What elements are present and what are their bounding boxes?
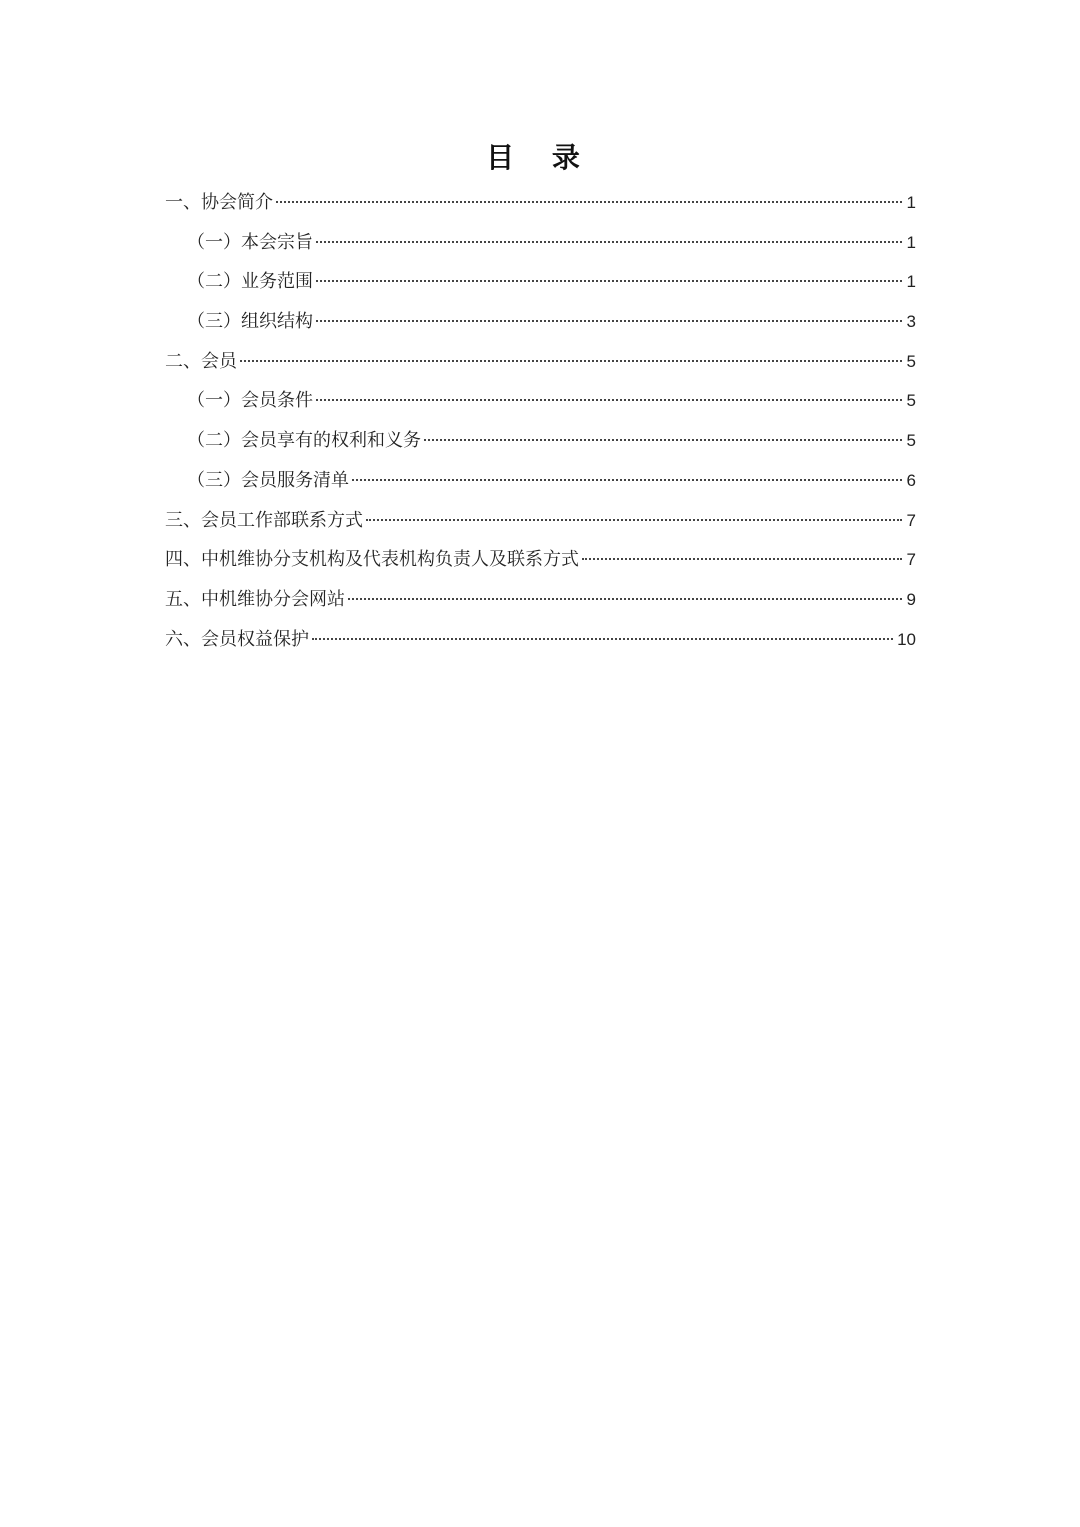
dot-leader <box>312 638 893 640</box>
toc-entry-label: 三、会员工作部联系方式 <box>165 509 363 531</box>
dot-leader <box>352 479 902 481</box>
toc-entry-page: 1 <box>906 232 916 252</box>
dot-leader <box>316 399 902 401</box>
dot-leader <box>240 360 902 362</box>
toc-entry[interactable] <box>165 620 916 660</box>
dot-leader <box>316 241 902 243</box>
toc-entry-label: 六、会员权益保护 <box>165 628 309 650</box>
toc-entry-page: 5 <box>906 351 916 371</box>
dot-leader <box>276 201 902 203</box>
toc-entry-page: 1 <box>906 272 916 292</box>
dot-leader <box>582 558 902 560</box>
toc-entry-page: 6 <box>906 470 916 490</box>
toc-entry-label: （二）业务范围 <box>187 271 313 293</box>
toc-entry[interactable] <box>165 302 916 342</box>
dot-leader <box>316 320 902 322</box>
toc-entry-label: 五、中机维协分会网站 <box>165 588 345 610</box>
toc-entry[interactable] <box>165 262 916 302</box>
toc-entry[interactable] <box>165 342 916 382</box>
dot-leader <box>316 280 902 282</box>
toc-entry[interactable] <box>165 381 916 421</box>
toc-entry[interactable] <box>165 461 916 501</box>
dot-leader <box>424 439 902 441</box>
toc-entry-label: 二、会员 <box>165 350 237 372</box>
toc-entry-label: （三）会员服务清单 <box>187 469 349 491</box>
toc-entry-label: 一、协会简介 <box>165 192 273 213</box>
toc-entry[interactable] <box>165 421 916 461</box>
toc-entry-label: 四、中机维协分支机构及代表机构负责人及联系方式 <box>165 549 579 571</box>
toc-entry[interactable] <box>165 183 916 223</box>
toc-entry-page: 7 <box>906 510 916 530</box>
toc-entry-label: （一）本会宗旨 <box>187 231 313 253</box>
toc-entry-page: 5 <box>906 391 916 411</box>
table-of-contents <box>165 183 916 659</box>
dot-leader <box>348 598 902 600</box>
toc-title: 目 录 <box>486 141 594 174</box>
toc-entry[interactable] <box>165 501 916 541</box>
toc-entry-page: 10 <box>897 629 916 649</box>
toc-entry-page: 3 <box>906 312 916 332</box>
dot-leader <box>366 519 902 521</box>
toc-entry-page: 9 <box>906 589 916 609</box>
toc-entry[interactable] <box>165 540 916 580</box>
toc-entry-label: （二）会员享有的权利和义务 <box>187 430 421 452</box>
toc-entry-page: 7 <box>906 550 916 570</box>
toc-entry-page: 1 <box>906 193 916 212</box>
toc-entry-page: 5 <box>906 431 916 451</box>
toc-entry[interactable] <box>165 580 916 620</box>
toc-entry-label: （三）组织结构 <box>187 311 313 333</box>
toc-entry[interactable] <box>165 223 916 263</box>
toc-entry-label: （一）会员条件 <box>187 390 313 412</box>
